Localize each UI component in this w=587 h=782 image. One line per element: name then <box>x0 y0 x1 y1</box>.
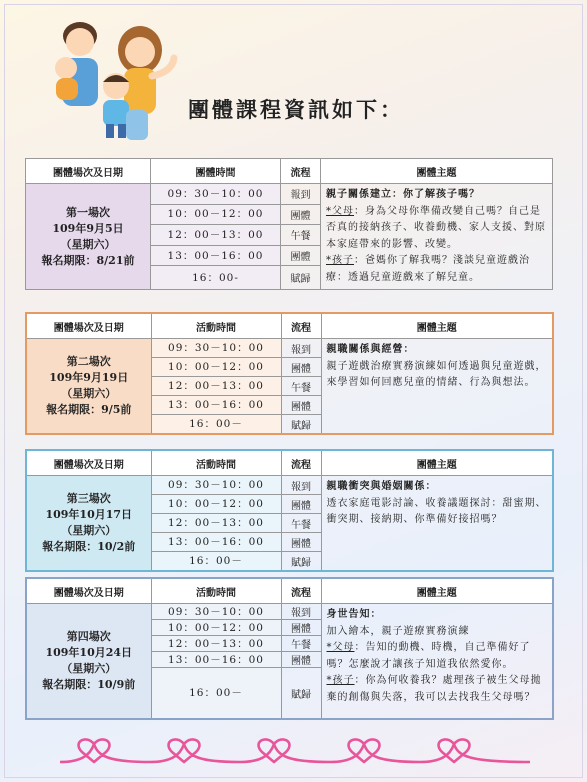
topic-heading: 親子關係建立：你了解孩子嗎？ <box>326 189 480 200</box>
flow-step: 午餐 <box>281 377 321 396</box>
header-session: 團體場次及日期 <box>26 313 151 339</box>
header-session: 團體場次及日期 <box>26 450 151 476</box>
time-slot: 09：30－10：00 <box>151 339 281 358</box>
time-slot: 10：00－12：00 <box>151 495 281 514</box>
flow-step: 團體 <box>281 396 321 415</box>
header-time: 團體時間 <box>151 159 281 184</box>
time-slot: 13：00－16：00 <box>151 533 281 552</box>
header-session: 團體場次及日期 <box>26 159 151 184</box>
session-date: 109年10月24日 <box>45 646 133 659</box>
topic-cell <box>321 339 553 435</box>
session-info <box>26 604 151 720</box>
flow-step: 報到 <box>281 184 321 205</box>
time-slot: 13：00－16：00 <box>151 245 281 266</box>
session-name: 第二場次 <box>66 355 111 368</box>
flow-step: 報到 <box>281 476 321 495</box>
session-table-4 <box>25 577 554 720</box>
flow-step: 團體 <box>281 620 321 636</box>
time-slot: 16：00－ <box>151 552 281 572</box>
time-slot: 12：00－13：00 <box>151 514 281 533</box>
topic-text-parents: ：身為父母你準備改變自己嗎？自己是否真的接納孩子、收養動機、家人支援、對原本家庭帶來的影響、改變。 <box>326 205 546 250</box>
session-info <box>26 184 151 290</box>
session-name: 第四場次 <box>66 630 111 643</box>
topic-label-parents: *父母 <box>326 205 354 217</box>
topic-cell <box>321 604 553 720</box>
topic-label-child: *孩子 <box>326 255 354 266</box>
topic-text-child: ：你為何收養我？處理孩子被生父母拋棄的創傷與失落，我可以去找我生父母嗎？ <box>326 675 542 703</box>
header-topic: 團體主題 <box>321 450 553 476</box>
flow-step: 午餐 <box>281 636 321 652</box>
session-info <box>26 339 151 435</box>
topic-text-parents: ：告知的動機、時機，自己準備好了嗎？怎麼說才讓孩子知道我依然愛你。 <box>326 642 531 670</box>
header-session: 團體場次及日期 <box>26 578 151 604</box>
time-slot: 09：30－10：00 <box>151 604 281 620</box>
flow-step: 賦歸 <box>281 668 321 720</box>
time-slot: 16：00－ <box>151 668 281 720</box>
time-slot: 10：00－12：00 <box>151 204 281 225</box>
topic-heading: 親職關係與經營： <box>326 344 415 355</box>
session-table-2 <box>25 312 554 435</box>
session-name: 第一場次 <box>66 205 110 219</box>
session-weekday: （星期六） <box>61 524 117 537</box>
flow-step: 團體 <box>281 495 321 514</box>
topic-intro: 加入繪本，親子遊療實務演練 <box>326 625 470 637</box>
session-deadline: 報名期限：10/2前 <box>42 540 136 553</box>
topic-label-child: *孩子 <box>326 675 355 686</box>
family-illustration <box>40 10 190 142</box>
session-date: 109年9月5日 <box>52 221 124 235</box>
flow-step: 團體 <box>281 533 321 552</box>
time-slot: 16：00－ <box>151 415 281 435</box>
flow-step: 報到 <box>281 604 321 620</box>
topic-heading: 親職衝突與婚姻關係： <box>326 481 437 492</box>
page-title: 團體課程資訊如下： <box>188 97 404 122</box>
session-weekday: （星期六） <box>60 237 116 251</box>
time-slot: 10：00－12：00 <box>151 358 281 377</box>
flow-step: 團體 <box>281 245 321 266</box>
topic-text-child: ：爸媽你了解我嗎？淺談兒童遊戲治療：透過兒童遊戲來了解兒童。 <box>326 255 530 283</box>
time-slot: 13：00－16：00 <box>151 652 281 668</box>
flow-step: 團體 <box>281 358 321 377</box>
session-date: 109年9月19日 <box>49 371 129 384</box>
topic-text: 親子遊戲治療實務演練如何透過與兒童遊戲，來學習如何回應兒童的情緒、行為與想法。 <box>326 360 547 388</box>
hearts-decoration <box>60 726 530 770</box>
time-slot: 10：00－12：00 <box>151 620 281 636</box>
time-slot: 16：00- <box>151 266 281 290</box>
time-slot: 12：00－13：00 <box>151 225 281 246</box>
header-time: 活動時間 <box>151 578 281 604</box>
topic-cell <box>321 184 553 290</box>
flow-step: 團體 <box>281 652 321 668</box>
header-time: 活動時間 <box>151 313 281 339</box>
header-flow: 流程 <box>281 159 321 184</box>
header-topic: 團體主題 <box>321 159 553 184</box>
time-slot: 13：00－16：00 <box>151 396 281 415</box>
flow-step: 報到 <box>281 339 321 358</box>
header-topic: 團體主題 <box>321 313 553 339</box>
session-table-3 <box>25 449 554 572</box>
flow-step: 團體 <box>281 204 321 225</box>
topic-text: 透衣家庭電影討論、收養議題探討：甜蜜期、衝突期、接納期、你準備好接招嗎？ <box>326 497 547 525</box>
flow-step: 賦歸 <box>281 415 321 435</box>
time-slot: 09：30－10：00 <box>151 184 281 205</box>
time-slot: 12：00－13：00 <box>151 636 281 652</box>
flow-step: 午餐 <box>281 225 321 246</box>
session-weekday: （星期六） <box>61 662 117 675</box>
time-slot: 09：30－10：00 <box>151 476 281 495</box>
session-info <box>26 476 151 572</box>
header-flow: 流程 <box>281 578 321 604</box>
session-name: 第三場次 <box>66 492 111 505</box>
session-date: 109年10月17日 <box>45 508 133 521</box>
session-deadline: 報名期限：9/5前 <box>46 403 132 416</box>
session-weekday: （星期六） <box>61 387 117 400</box>
session-table-1 <box>25 158 553 290</box>
header-time: 活動時間 <box>151 450 281 476</box>
topic-cell <box>321 476 553 572</box>
header-flow: 流程 <box>281 450 321 476</box>
session-deadline: 報名期限：10/9前 <box>42 678 136 691</box>
time-slot: 12：00－13：00 <box>151 377 281 396</box>
flow-step: 午餐 <box>281 514 321 533</box>
flow-step: 賦歸 <box>281 552 321 572</box>
session-deadline: 報名期限：8/21前 <box>41 253 135 267</box>
header-topic: 團體主題 <box>321 578 553 604</box>
header-flow: 流程 <box>281 313 321 339</box>
topic-heading: 身世告知： <box>326 609 382 620</box>
topic-label-parents: *父母 <box>326 642 355 653</box>
flow-step: 賦歸 <box>281 266 321 290</box>
